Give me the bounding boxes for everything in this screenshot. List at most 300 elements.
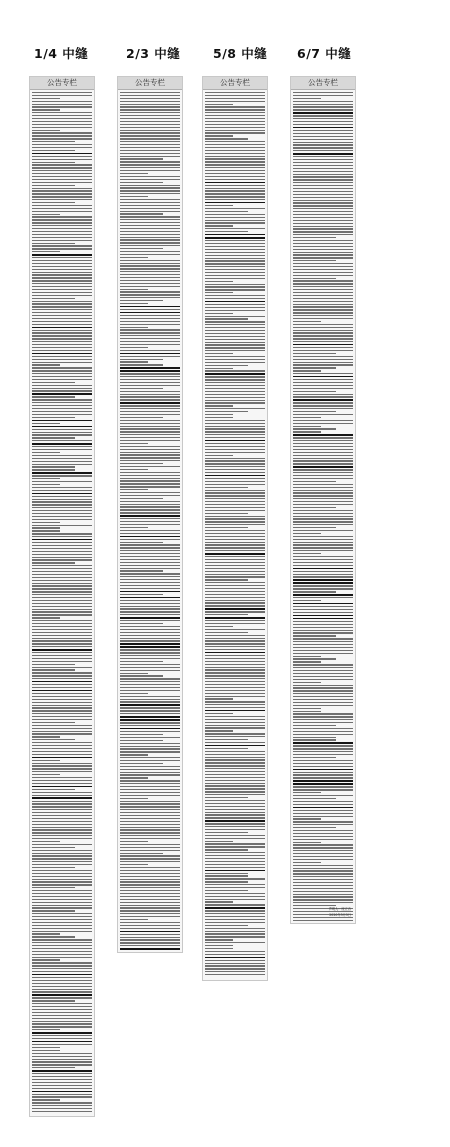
- text-line: [32, 1056, 92, 1057]
- text-line: [293, 376, 353, 377]
- text-line: [293, 760, 353, 761]
- text-line: [32, 144, 92, 145]
- text-line: [293, 818, 321, 819]
- text-line: [120, 294, 180, 295]
- text-line: [32, 815, 92, 816]
- text-line: [293, 638, 353, 639]
- text-line: [293, 495, 353, 496]
- text-line: [293, 606, 353, 607]
- text-line: [32, 757, 92, 758]
- text-line: [205, 812, 265, 813]
- text-line: [205, 559, 265, 560]
- text-line: [32, 760, 60, 761]
- text-line: [32, 603, 92, 604]
- text-line: [205, 249, 265, 250]
- text-line: [205, 437, 265, 438]
- text-line: [205, 347, 265, 348]
- text-line: [205, 498, 265, 499]
- column-title-4: 6/7 中缝: [297, 46, 352, 61]
- text-line: [205, 826, 265, 827]
- text-line: [205, 643, 265, 644]
- text-line: [293, 159, 353, 160]
- text-line: [293, 708, 321, 709]
- text-line: [205, 469, 265, 470]
- text-line: [32, 292, 92, 293]
- text-line: [120, 423, 180, 424]
- text-line: [293, 275, 353, 276]
- text-line: [293, 176, 353, 177]
- text-line: [293, 786, 353, 787]
- text-line: [32, 130, 60, 131]
- text-line: [293, 821, 353, 822]
- text-line: [205, 785, 265, 786]
- text-line: [32, 562, 75, 563]
- text-line: [120, 792, 180, 793]
- text-line: [293, 830, 353, 831]
- text-line: [205, 428, 265, 429]
- text-line: [32, 437, 75, 438]
- text-line: [32, 832, 92, 833]
- text-line: [32, 458, 92, 459]
- text-line: [293, 719, 353, 720]
- text-line: [32, 1021, 92, 1022]
- text-line: [293, 801, 353, 802]
- text-line: [32, 588, 92, 589]
- text-line: [32, 838, 92, 839]
- text-line: [293, 696, 353, 697]
- text-line: [293, 621, 353, 622]
- text-line: [120, 786, 180, 787]
- text-line: [205, 153, 265, 154]
- text-line: [205, 356, 265, 357]
- text-line: [205, 565, 265, 566]
- text-line: [120, 361, 148, 362]
- text-line: [205, 820, 265, 821]
- text-line: [205, 725, 265, 726]
- text-line: [120, 190, 180, 191]
- text-line: [32, 298, 75, 299]
- text-line: [293, 862, 321, 863]
- text-line: [120, 440, 180, 441]
- text-line: [205, 295, 265, 296]
- text-line: [205, 521, 265, 522]
- text-line: [293, 547, 353, 548]
- text-line: [293, 571, 353, 572]
- text-line: [205, 478, 265, 479]
- text-line: [205, 385, 265, 386]
- text-line: [120, 449, 180, 450]
- text-line: [205, 376, 265, 377]
- text-line: [205, 605, 265, 606]
- text-line: [120, 251, 180, 252]
- text-line: [205, 887, 265, 888]
- text-line: [293, 463, 353, 464]
- text-line: [120, 899, 180, 900]
- text-line: [293, 330, 353, 331]
- text-line: [120, 199, 180, 200]
- text-line: [32, 472, 92, 473]
- text-line: [32, 335, 92, 336]
- text-line: [32, 1047, 60, 1048]
- text-line: [293, 475, 353, 476]
- text-line: [32, 861, 92, 862]
- text-line: [32, 245, 92, 246]
- text-line: [120, 766, 180, 767]
- text-line: [32, 713, 92, 714]
- text-line: [293, 226, 353, 227]
- text-line: [205, 852, 265, 853]
- text-line: [293, 452, 353, 453]
- text-line: [32, 850, 92, 851]
- text-line: [293, 679, 353, 680]
- text-line: [293, 536, 353, 537]
- text-line: [293, 899, 353, 900]
- text-line: [293, 742, 353, 743]
- text-line: [120, 858, 180, 859]
- text-line: [32, 690, 92, 691]
- text-line: [205, 771, 265, 772]
- text-line: [205, 199, 265, 200]
- text-line: [32, 728, 92, 729]
- text-line: [32, 853, 92, 854]
- text-line: [120, 827, 180, 828]
- text-line: [205, 255, 265, 256]
- text-line: [120, 478, 180, 479]
- text-line: [32, 1053, 92, 1054]
- text-line: [293, 431, 321, 432]
- text-line: [32, 1059, 92, 1060]
- text-line: [205, 690, 265, 691]
- text-line: [205, 527, 248, 528]
- text-line: [205, 118, 265, 119]
- text-line: [205, 487, 248, 488]
- text-line: [205, 652, 265, 653]
- text-line: [32, 225, 92, 226]
- text-line: [205, 849, 248, 850]
- text-line: [205, 864, 265, 865]
- text-line: [205, 664, 265, 665]
- text-line: [205, 539, 265, 540]
- text-line: [205, 730, 233, 731]
- text-line: [32, 1009, 92, 1010]
- text-line: [32, 1038, 92, 1039]
- text-line: [205, 420, 265, 421]
- text-line: [120, 472, 180, 473]
- text-line: [32, 513, 92, 514]
- text-line: [205, 574, 265, 575]
- text-line: [293, 484, 353, 485]
- text-line: [32, 434, 92, 435]
- text-line: [32, 675, 92, 676]
- text-line: [205, 220, 265, 221]
- text-line: [205, 881, 248, 882]
- text-line: [32, 841, 60, 842]
- text-line: [205, 524, 265, 525]
- text-line: [293, 182, 353, 183]
- text-line: [293, 632, 353, 633]
- text-line: [120, 173, 148, 174]
- text-line: [120, 754, 148, 755]
- text-line: [293, 518, 353, 519]
- text-line: [205, 408, 265, 409]
- text-line: [293, 763, 353, 764]
- text-line: [205, 716, 265, 717]
- text-line: [293, 524, 353, 525]
- text-line: [120, 92, 180, 93]
- text-line: [293, 550, 353, 551]
- text-line: [32, 402, 92, 403]
- text-line: [205, 777, 265, 778]
- text-line: [120, 135, 180, 136]
- text-line: [293, 836, 353, 837]
- text-line: [32, 699, 92, 700]
- text-line: [32, 1096, 92, 1097]
- text-line: [205, 925, 248, 926]
- text-line: [205, 513, 248, 514]
- text-line: [293, 600, 321, 601]
- text-line: [293, 739, 336, 740]
- text-line: [32, 1070, 92, 1071]
- text-line: [293, 873, 353, 874]
- text-line: [205, 135, 233, 136]
- text-line: [120, 426, 180, 427]
- text-line: [120, 213, 163, 214]
- text-line: [32, 121, 92, 122]
- text-line: [32, 951, 92, 952]
- text-line: [32, 971, 92, 972]
- text-line: [205, 307, 265, 308]
- text-line: [205, 974, 265, 975]
- text-line: [32, 388, 92, 389]
- text-line: [205, 693, 265, 694]
- text-line: [120, 850, 180, 851]
- text-line: [32, 127, 92, 128]
- text-line: [120, 585, 180, 586]
- text-line: [32, 1012, 92, 1013]
- text-line: [120, 815, 180, 816]
- text-line: [293, 510, 353, 511]
- text-line: [32, 557, 92, 558]
- text-line: [293, 731, 353, 732]
- text-line: [293, 124, 353, 125]
- text-line: [205, 414, 233, 415]
- text-line: [32, 216, 92, 217]
- text-line: [205, 576, 265, 577]
- text-line: [120, 127, 180, 128]
- text-line: [120, 109, 180, 110]
- text-line: [120, 829, 180, 830]
- text-line: [120, 506, 180, 507]
- text-line: [205, 193, 265, 194]
- text-line: [293, 682, 321, 683]
- text-line: [205, 405, 233, 406]
- text-line: [205, 751, 265, 752]
- text-line: [120, 324, 180, 325]
- text-line: [120, 812, 180, 813]
- text-line: [205, 156, 265, 157]
- text-line: [293, 356, 353, 357]
- text-line: [120, 664, 180, 665]
- text-line: [293, 594, 353, 595]
- text-line: [205, 617, 265, 618]
- text-line: [293, 777, 353, 778]
- text-line: [205, 490, 265, 491]
- text-line: [293, 609, 353, 610]
- text-line: [120, 512, 180, 513]
- text-line: [293, 789, 353, 790]
- text-line: [32, 646, 92, 647]
- text-line: [120, 873, 180, 874]
- text-line: [293, 142, 353, 143]
- text-line: [32, 504, 92, 505]
- text-line: [32, 248, 92, 249]
- text-line: [205, 544, 265, 545]
- text-line: [32, 519, 92, 520]
- text-line: [205, 327, 265, 328]
- text-line: [205, 240, 265, 241]
- text-line: [293, 894, 353, 895]
- text-line: [205, 344, 265, 345]
- text-line: [32, 640, 92, 641]
- text-line: [120, 161, 180, 162]
- text-line: [32, 461, 92, 462]
- text-line: [293, 530, 353, 531]
- text-line: [32, 629, 92, 630]
- text-line: [120, 382, 180, 383]
- text-line: [293, 879, 353, 880]
- text-line: [205, 701, 265, 702]
- text-line: [205, 594, 265, 595]
- text-line: [205, 141, 265, 142]
- text-line: [120, 704, 180, 705]
- text-line: [32, 669, 75, 670]
- text-line: [32, 138, 92, 139]
- text-line: [293, 283, 353, 284]
- text-line: [120, 632, 180, 633]
- text-line: [120, 205, 180, 206]
- text-line: [32, 341, 92, 342]
- text-line: [32, 855, 92, 856]
- text-line: [32, 994, 92, 995]
- text-line: [205, 954, 265, 955]
- text-line: [120, 925, 180, 926]
- text-line: [205, 237, 265, 238]
- text-line: [293, 664, 353, 665]
- text-line: [293, 716, 353, 717]
- text-line: [205, 841, 233, 842]
- text-line: [120, 347, 148, 348]
- text-line: [293, 539, 353, 540]
- text-line: [293, 127, 353, 128]
- text-line: [32, 980, 92, 981]
- text-line: [205, 835, 265, 836]
- text-line: [32, 237, 92, 238]
- text-line: [205, 269, 265, 270]
- text-line: [293, 214, 353, 215]
- text-line: [293, 359, 353, 360]
- text-line: [32, 109, 60, 110]
- text-line: [293, 382, 353, 383]
- text-line: [205, 446, 265, 447]
- text-line: [205, 823, 265, 824]
- text-line: [120, 701, 180, 702]
- text-line: [293, 824, 353, 825]
- text-line: [205, 707, 265, 708]
- text-line: [293, 240, 353, 241]
- text-line: [120, 156, 180, 157]
- text-line: [120, 783, 180, 784]
- text-line: [293, 888, 353, 889]
- text-line: [293, 185, 353, 186]
- text-line: [120, 222, 180, 223]
- text-line: [293, 582, 353, 583]
- text-line: [120, 617, 180, 618]
- text-line: [32, 274, 92, 275]
- text-line: [32, 792, 92, 793]
- text-line: [32, 1018, 92, 1019]
- text-line: [205, 318, 248, 319]
- text-line: [205, 484, 265, 485]
- text-line: [120, 486, 180, 487]
- text-line: [120, 242, 180, 243]
- text-line: [205, 768, 265, 769]
- text-line: [32, 182, 92, 183]
- text-line: [205, 281, 233, 282]
- text-line: [32, 1064, 92, 1065]
- text-line: [120, 283, 180, 284]
- text-line: [205, 272, 265, 273]
- text-line: [120, 780, 180, 781]
- text-line: [205, 202, 265, 203]
- text-line: [120, 300, 163, 301]
- text-line: [120, 687, 180, 688]
- text-line: [32, 92, 92, 93]
- text-line: [120, 385, 180, 386]
- text-line: [32, 777, 92, 778]
- text-line: [32, 496, 92, 497]
- text-line: [120, 245, 180, 246]
- text-line: [120, 353, 180, 354]
- text-line: [32, 864, 92, 865]
- text-line: [32, 809, 92, 810]
- text-line: [32, 684, 92, 685]
- text-line: [205, 333, 265, 334]
- text-line: [120, 910, 180, 911]
- text-line: [120, 661, 163, 662]
- column-header: 公告专栏: [291, 77, 355, 90]
- text-line: [205, 829, 265, 830]
- text-line: [293, 417, 321, 418]
- text-line: [205, 161, 265, 162]
- text-line: [32, 466, 75, 467]
- text-line: [120, 315, 180, 316]
- text-line: [205, 803, 265, 804]
- text-line: [205, 713, 233, 714]
- text-line: [205, 800, 265, 801]
- text-line: [120, 713, 180, 714]
- text-line: [32, 286, 92, 287]
- text-line: [32, 390, 92, 391]
- text-line: [205, 440, 265, 441]
- text-line: [32, 1088, 92, 1089]
- text-line: [293, 309, 353, 310]
- text-line: [120, 118, 180, 119]
- text-line: [32, 867, 75, 868]
- text-line: [293, 827, 336, 828]
- text-line: [120, 297, 180, 298]
- text-line: [120, 187, 180, 188]
- text-line: [32, 801, 92, 802]
